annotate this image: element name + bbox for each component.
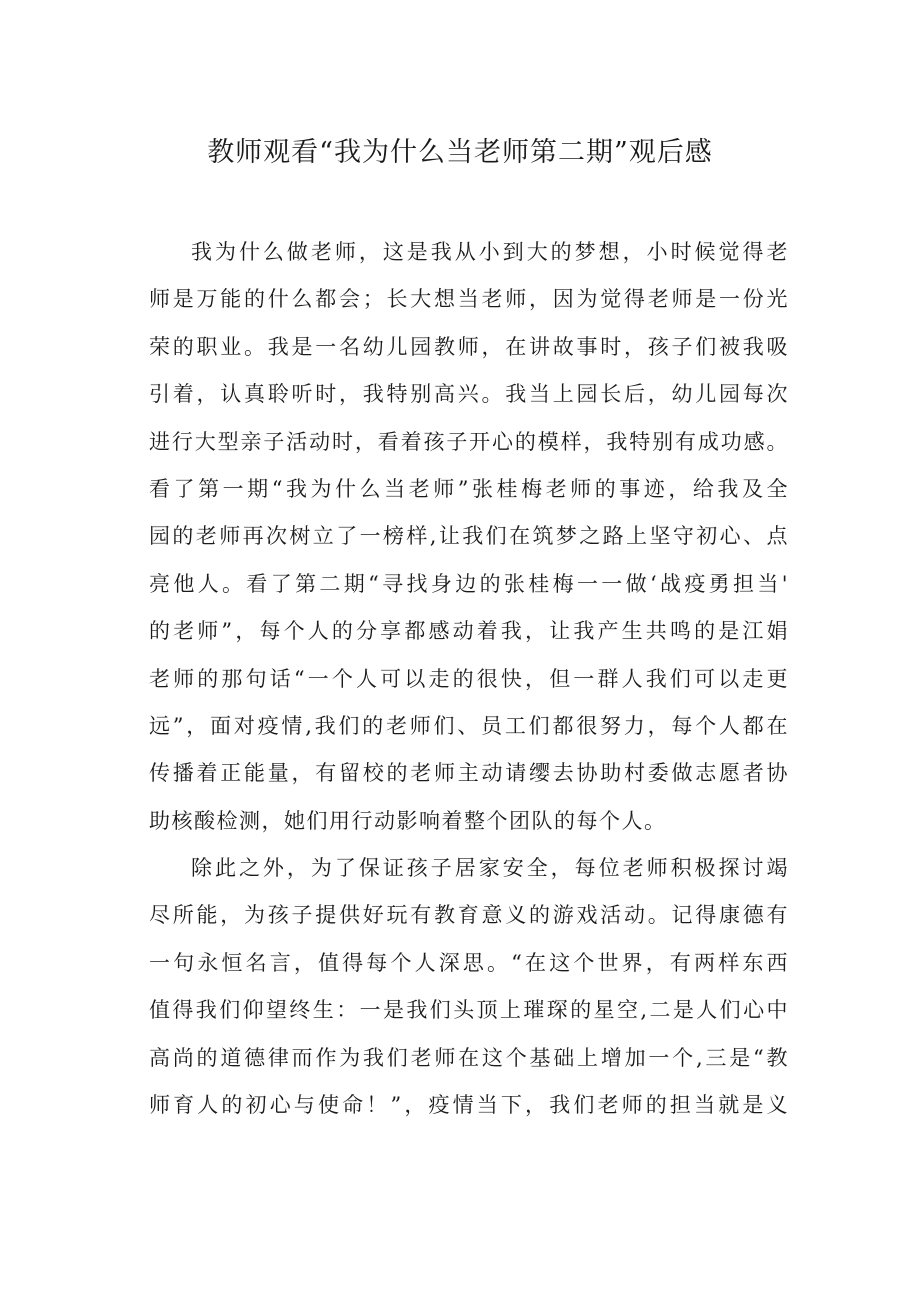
paragraph-line: 除此之外，为了保证孩子居家安全，每位老师积极探讨竭: [191, 856, 789, 881]
paragraph-line: 师育人的初心与使命！”，疫情当下，我们老师的担当就是义: [149, 1093, 789, 1118]
paragraph-line: 传播着正能量，有留校的老师主动请缨去协助村委做志愿者协: [149, 761, 789, 786]
paragraph-line: 看了第一期“我为什么当老师”张桂梅老师的事迹，给我及全: [149, 476, 789, 501]
paragraph-line: 亮他人。看了第二期“寻找身边的张桂梅一一做‘战疫勇担当': [149, 571, 789, 596]
paragraph-line: 尽所能，为孩子提供好玩有教育意义的游戏活动。记得康德有: [149, 903, 789, 928]
paragraph-line: 进行大型亲子活动时，看着孩子开心的模样，我特别有成功感。: [149, 429, 789, 454]
paragraph-2: [149, 845, 789, 1129]
document-title: 教师观看“我为什么当老师第二期”观后感: [207, 137, 713, 168]
paragraph-line: 老师的那句话“一个人可以走的很快，但一群人我们可以走更: [149, 666, 789, 691]
paragraph-1: [149, 229, 789, 845]
paragraph-line: 师是万能的什么都会；长大想当老师，因为觉得老师是一份光: [149, 287, 789, 312]
paragraph-line: 值得我们仰望终生：一是我们头顶上璀琛的星空,二是人们心中: [149, 998, 789, 1023]
paragraph-line: 远”，面对疫情,我们的老师们、员工们都很努力，每个人都在: [149, 713, 789, 738]
paragraph-line: 高尚的道德律而作为我们老师在这个基础上增加一个,三是“教: [149, 1045, 789, 1070]
paragraph-line: 助核酸检测，她们用行动影响着整个团队的每个人。: [149, 808, 667, 833]
paragraph-line: 荣的职业。我是一名幼儿园教师，在讲故事时，孩子们被我吸: [149, 334, 789, 359]
paragraph-line: 一句永恒名言，值得每个人深思。“在这个世界，有两样东西: [149, 950, 789, 975]
paragraph-line: 的老师”，每个人的分享都感动着我，让我产生共鸣的是江娟: [149, 619, 789, 644]
paragraph-line: 园的老师再次树立了一榜样,让我们在筑梦之路上坚守初心、点: [149, 524, 789, 549]
paragraph-line: 引着，认真聆听时，我特别高兴。我当上园长后，幼儿园每次: [149, 382, 789, 407]
paragraph-line: 我为什么做老师，这是我从小到大的梦想，小时候觉得老: [191, 240, 789, 264]
document-body: [149, 229, 789, 1129]
